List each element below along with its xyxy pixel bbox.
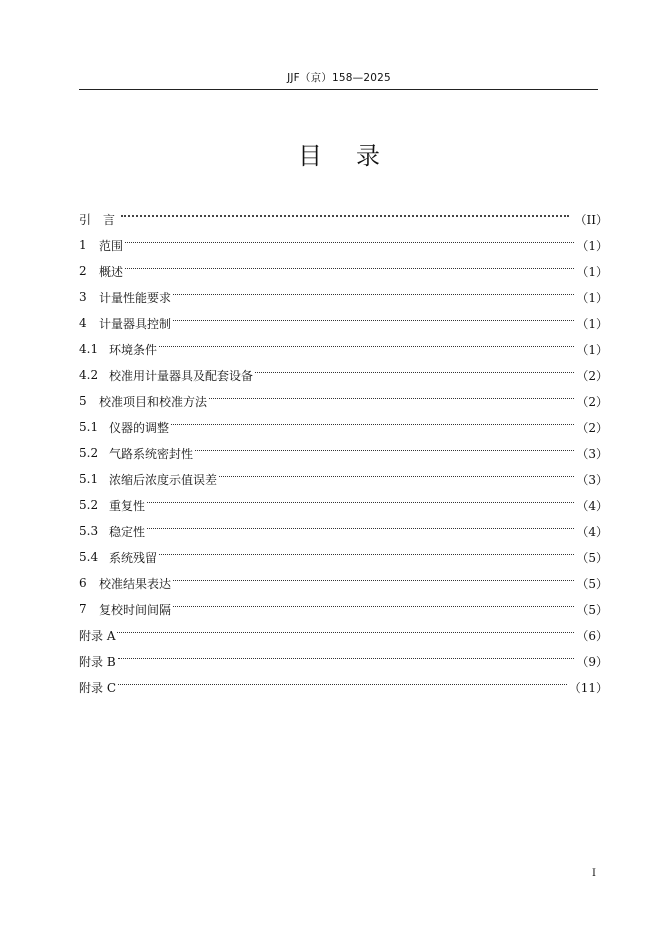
toc-entry[interactable] <box>79 388 608 414</box>
toc-entry[interactable] <box>79 518 608 544</box>
toc-entry-page: （1） <box>576 316 608 331</box>
toc-entry[interactable] <box>79 622 608 648</box>
toc-entry-label: 引 言 <box>79 212 116 227</box>
toc-entry-number: 4.1 <box>79 342 99 356</box>
toc-entry-label: 校准项目和校准方法 <box>99 394 208 409</box>
toc-entry-number: 2 <box>79 264 87 278</box>
toc-entry-page: （4） <box>576 524 608 539</box>
toc-leader-dots <box>125 268 574 269</box>
toc-entry-number: 4.2 <box>79 368 99 382</box>
toc-leader-dots <box>173 580 574 581</box>
toc-entry-label: 校准结果表达 <box>99 576 172 591</box>
toc-entry-number: 5.3 <box>79 524 99 538</box>
toc-entry-label: 重复性 <box>109 498 146 513</box>
toc-entry[interactable] <box>79 414 608 440</box>
toc-entry-number: 3 <box>79 290 87 304</box>
toc-leader-dots <box>209 398 574 399</box>
toc-entry-page: （6） <box>576 628 608 643</box>
toc-entry-page: （2） <box>576 368 608 383</box>
toc-entry-number: 6 <box>79 576 87 590</box>
toc-leader-dots <box>125 242 574 243</box>
toc-leader-dots <box>147 528 574 529</box>
toc-leader-dots <box>147 502 574 503</box>
toc-entry-page: （1） <box>576 264 608 279</box>
toc-entry-page: （1） <box>576 342 608 357</box>
toc-entry-page: （1） <box>576 238 608 253</box>
toc-entry-page: （3） <box>576 446 608 461</box>
toc-entry[interactable] <box>79 596 608 622</box>
header-rule <box>79 89 598 90</box>
toc-entry[interactable] <box>79 674 608 700</box>
toc-entry-page: （5） <box>576 602 608 617</box>
toc-entry-number: 5.2 <box>79 446 99 460</box>
toc-entry-label: 环境条件 <box>109 342 158 357</box>
toc-entry-number: 5.4 <box>79 550 99 564</box>
toc-leader-dots <box>159 346 574 347</box>
toc-entry[interactable] <box>79 648 608 674</box>
toc-leader-dots <box>255 372 574 373</box>
toc-entry-label: 范围 <box>99 238 124 253</box>
toc-entry-label: 附录 B <box>79 654 116 669</box>
toc-entry-label: 附录 A <box>79 628 116 643</box>
toc-entry-number: 5.1 <box>79 472 99 486</box>
toc-entry-page: （5） <box>576 576 608 591</box>
toc-entry[interactable] <box>79 336 608 362</box>
toc-entry-page: （9） <box>576 654 608 669</box>
toc-entry-label: 校准用计量器具及配套设备 <box>109 368 254 383</box>
toc-entry-label: 附录 C <box>79 680 116 695</box>
toc-leader-dots <box>173 294 574 295</box>
toc-entry-label: 计量器具控制 <box>99 316 172 331</box>
toc-entry[interactable] <box>79 466 608 492</box>
toc-entry[interactable] <box>79 544 608 570</box>
toc-entry[interactable] <box>79 310 608 336</box>
toc-entry-page: （2） <box>576 420 608 435</box>
toc-leader-dots <box>171 424 574 425</box>
toc-entry-number: 4 <box>79 316 87 330</box>
toc-entry[interactable] <box>79 440 608 466</box>
toc-leader-dots <box>195 450 574 451</box>
toc-entry-page: （4） <box>576 498 608 513</box>
toc-entry-page: （5） <box>576 550 608 565</box>
toc-leader-dots <box>159 554 574 555</box>
toc-leader-dots <box>118 658 575 659</box>
toc-entry-number: 1 <box>79 238 87 252</box>
toc-leader-dots <box>117 632 574 633</box>
toc-entry-number: 5.1 <box>79 420 99 434</box>
toc-entry[interactable] <box>79 206 608 232</box>
toc-entry-page: （11） <box>568 680 608 695</box>
toc-leader-dots <box>118 684 567 685</box>
toc-entry-label: 概述 <box>99 264 124 279</box>
toc-entry-page: （3） <box>576 472 608 487</box>
toc-entry-label: 仪器的调整 <box>109 420 170 435</box>
toc-entry-number: 7 <box>79 602 87 616</box>
toc-leader-dots <box>173 320 574 321</box>
toc-entry-page: （1） <box>576 290 608 305</box>
toc-entry-label: 计量性能要求 <box>99 290 172 305</box>
toc-leader-dots <box>219 476 574 477</box>
page-title: 目录 <box>298 142 414 170</box>
toc-entry[interactable] <box>79 362 608 388</box>
toc-entry-page: （2） <box>576 394 608 409</box>
toc-entry[interactable] <box>79 258 608 284</box>
toc-entry[interactable] <box>79 570 608 596</box>
toc-entry-label: 复校时间间隔 <box>99 602 172 617</box>
page-folio: I <box>592 868 596 879</box>
toc-entry-label: 气路系统密封性 <box>109 446 194 461</box>
toc-entry[interactable] <box>79 232 608 258</box>
toc-entry-label: 浓缩后浓度示值误差 <box>109 472 218 487</box>
toc-entry-page: （II） <box>574 212 608 227</box>
toc-leader-dots <box>121 215 569 217</box>
toc-leader-dots <box>173 606 574 607</box>
document-code-header: JJF（京）158—2025 <box>287 72 391 84</box>
toc-entry-number: 5 <box>79 394 87 408</box>
toc-entry-label: 系统残留 <box>109 550 158 565</box>
table-of-contents <box>79 206 608 700</box>
toc-entry[interactable] <box>79 284 608 310</box>
toc-entry-label: 稳定性 <box>109 524 146 539</box>
toc-entry-number: 5.2 <box>79 498 99 512</box>
toc-entry[interactable] <box>79 492 608 518</box>
